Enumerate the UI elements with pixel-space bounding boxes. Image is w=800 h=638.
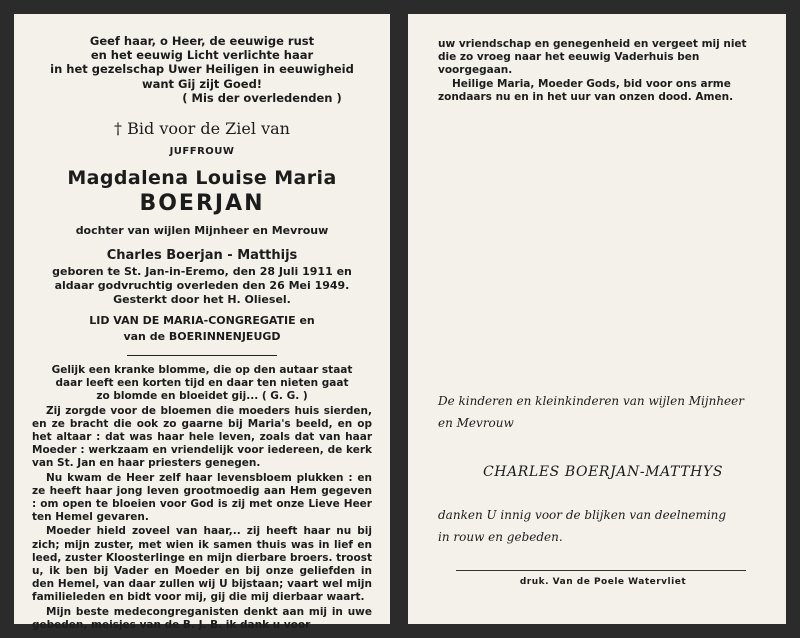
- dates-line: aldaar godvruchtig overleden den 26 Mei 1949.: [54, 279, 350, 293]
- left-card: [14, 14, 390, 631]
- opening-prayer: [32, 34, 372, 105]
- continuation-text: uw vriendschap en genegenheid en vergeet mij niet die zo vroeg naar het eeuwig Vaderhuis ben voorgegaan.: [438, 38, 747, 77]
- parents-name: Charles Boerjan - Matthijs: [106, 248, 298, 264]
- title-juffrouw: JUFFROUW: [169, 146, 235, 158]
- poem-line: Gelijk een kranke blomme, die op den autaar staat: [51, 364, 353, 377]
- paragraph: Nu kwam de Heer zelf haar levensbloem plukken : en ze heeft haar jong leven grootmoedig aan Hem gegeven : om open te bloeien voor God is zij met onze Lieve Heer ten Hemel gevaren.: [32, 471, 372, 524]
- memorial-text: [32, 364, 372, 632]
- surname: BOERJAN: [139, 191, 265, 217]
- given-names: Magdalena Louise Maria: [67, 167, 337, 190]
- children-line: De kinderen en kleinkinderen van wijlen Mijnheer: [438, 394, 744, 409]
- right-card: [408, 14, 786, 624]
- membership-line: LID VAN DE MARIA-CONGREGATIE en: [89, 314, 315, 328]
- hail-mary: Heilige Maria, Moeder Gods, bid voor ons arme zondaars nu en in het uur van onzen dood. Amen.: [438, 77, 734, 103]
- children-note: [438, 390, 768, 434]
- prayer-line: en het eeuwig Licht verlichte haar: [90, 48, 314, 63]
- poem: [32, 364, 372, 404]
- dates-line: geboren te St. Jan-in-Eremo, den 28 Juli 1911 en: [52, 265, 352, 279]
- poem-line: zo blomde en bloeidet gij... ( G. G. ): [96, 390, 308, 403]
- divider: [456, 570, 746, 571]
- last-rites: Gesterkt door het H. Oliesel.: [113, 293, 291, 307]
- membership-line: van de BOERINNENJEUGD: [123, 330, 281, 344]
- prayer-line: want Gij zijt Goed!: [141, 76, 263, 91]
- paragraph: Mijn beste medecongreganisten denkt aan mij in uwe gebeden, meisjes van de B. J. B. ik dank u voor: [32, 605, 372, 631]
- prayer-line: in het gezelschap Uwer Heiligen in eeuwigheid: [50, 62, 354, 77]
- printer-credit: druk. Van de Poele Watervliet: [519, 577, 687, 588]
- poem-line: daar leeft een korten tijd en daar ten nieten gaat: [55, 377, 349, 390]
- thanks-line: in rouw en gebeden.: [438, 530, 563, 545]
- life-dates: [32, 265, 372, 307]
- paragraph: Zij zorgde voor de bloemen die moeders huis sierden, en ze bracht die ook zo gaarne bij Maria's beeld, en op het altaar : dat was haar hele leven, zoals dat van haar Moeder : werkzaam en vriendelijk voor iedereen, de kerk van St. Jan en haar priesters genegen.: [32, 404, 372, 470]
- family-name: CHARLES BOERJAN-MATTHYS: [482, 464, 724, 481]
- membership: [32, 313, 372, 345]
- paragraph: Moeder hield zoveel van haar,.. zij heeft haar nu bij zich; mijn zuster, met wien ik samen thuis was in lief en leed, zuster Kloosterlinge en mijn dierbare broers. troost u, ik ben bij Vader en Moeder en bij onze geliefden in den Hemel, van daar zullen wij U bijstaan; vaart wel mijn familieleden en bidt voor mij, gij die mij dierbaar waart.: [32, 525, 372, 604]
- divider: [127, 355, 277, 356]
- thanks-note: [438, 504, 768, 548]
- thanks-line: danken U innig voor de blijken van deelneming: [438, 508, 727, 523]
- prayer-source: ( Mis der overledenden ): [182, 90, 342, 105]
- pray-heading: † Bid voor de Ziel van: [114, 119, 290, 139]
- daughter-of: dochter van wijlen Mijnheer en Mevrouw: [75, 224, 329, 238]
- children-line: en Mevrouw: [438, 416, 514, 431]
- prayer-line: Geef haar, o Heer, de eeuwige rust: [89, 34, 315, 48]
